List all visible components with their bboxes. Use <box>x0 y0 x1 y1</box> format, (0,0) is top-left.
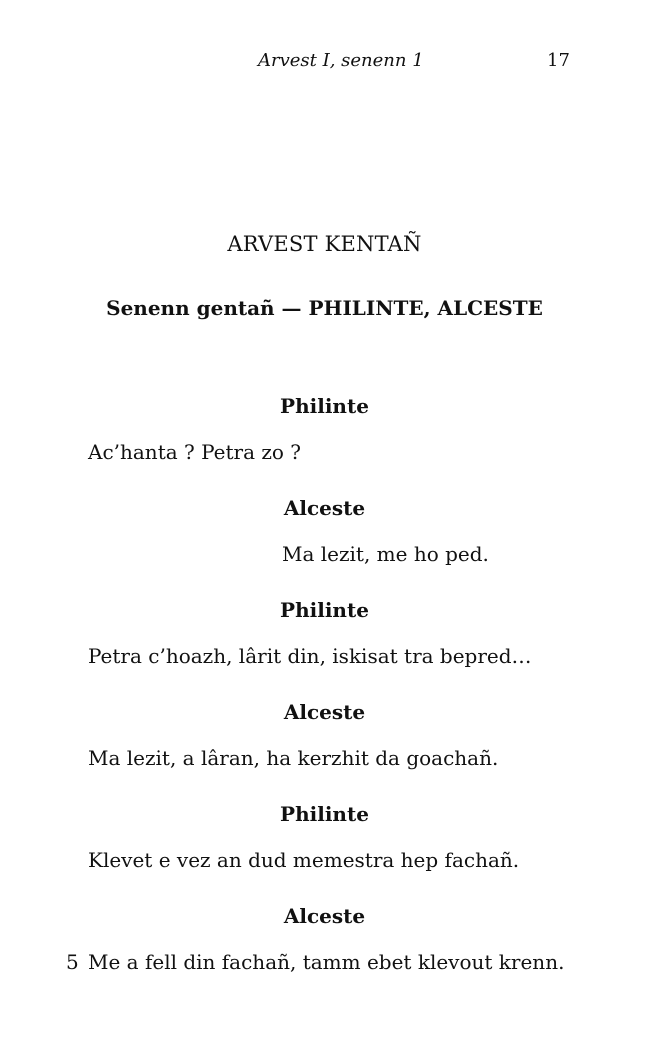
speaker-name: Alceste <box>283 904 366 928</box>
verse-line: Klevet e vez an dud memestra hep fachañ. <box>88 848 520 872</box>
running-header <box>0 50 649 74</box>
verse-line: Me a fell din fachañ, tamm ebet klevout krenn. <box>88 950 565 974</box>
page-number: 17 <box>547 50 570 71</box>
speaker-name: Alceste <box>283 700 366 724</box>
scene-title: Senenn gentañ — PHILINTE, ALCESTE <box>106 296 543 320</box>
running-title: Arvest I, senenn 1 <box>258 50 424 71</box>
line-number: 5 <box>66 950 79 974</box>
verse-line: Ac’hanta ? Petra zo ? <box>88 440 302 464</box>
act-title: ARVEST KENTAÑ <box>227 232 422 256</box>
speaker-name: Alceste <box>283 496 366 520</box>
speaker-name: Philinte <box>280 394 369 418</box>
verse-line: Petra c’hoazh, lârit din, iskisat tra bepred… <box>88 644 532 668</box>
verse-line: Ma lezit, me ho ped. <box>282 542 489 566</box>
speaker-name: Philinte <box>280 598 369 622</box>
speaker-name: Philinte <box>280 802 369 826</box>
verse-line: Ma lezit, a lâran, ha kerzhit da goachañ. <box>88 746 499 770</box>
